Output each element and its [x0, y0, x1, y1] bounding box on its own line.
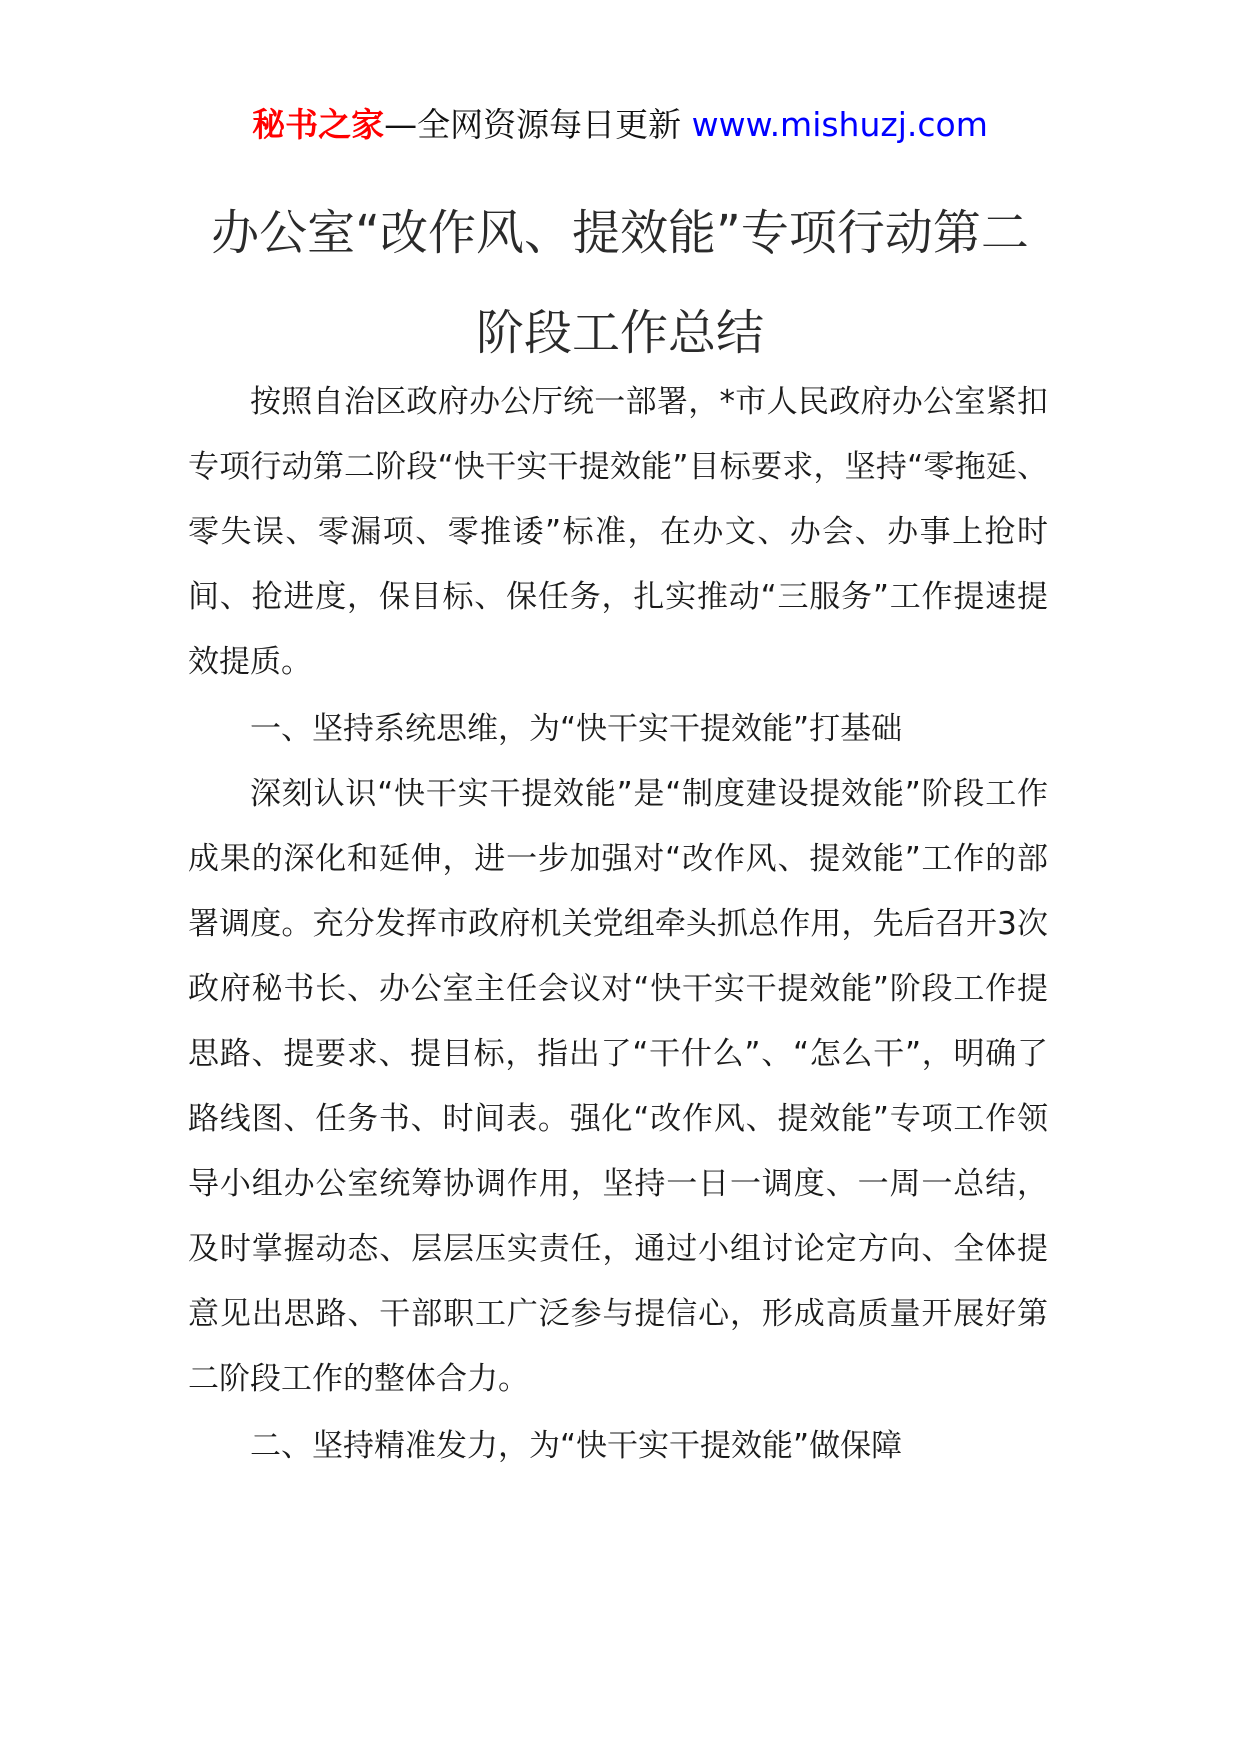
site-header: [0, 100, 1240, 150]
intro-paragraph: 按照自治区政府办公厅统一部署，*市人民政府办公室紧扣专项行动第二阶段“快干实干提效能”目标要求，坚持“零拖延、零失误、零漏项、零推诿”标准，在办文、办会、办事上抢时间、抢进度，保目标、保任务，扎实推动“三服务”工作提速提效提质。: [188, 384, 1048, 680]
document-body: [188, 370, 1048, 1479]
site-url-link[interactable]: www.mishuzj.com: [691, 105, 988, 144]
section-heading-1: 一、坚持系统思维，为“快干实干提效能”打基础: [250, 711, 903, 747]
header-tagline: —全网资源每日更新: [384, 105, 692, 144]
brand-name: 秘书之家: [252, 105, 385, 144]
document-title: 办公室“改作风、提效能”专项行动第二阶段工作总结: [211, 205, 1029, 361]
section-heading-2: 二、坚持精准发力，为“快干实干提效能”做保障: [250, 1428, 903, 1464]
section-paragraph-1: 深刻认识“快干实干提效能”是“制度建设提效能”阶段工作成果的深化和延伸，进一步加强对“改作风、提效能”工作的部署调度。充分发挥市政府机关党组牵头抓总作用，先后召开3次政府秘书长、办公室主任会议对“快干实干提效能”阶段工作提思路、提要求、提目标，指出了“干什么”、“怎么干”，明确了路线图、任务书、时间表。强化“改作风、提效能”专项工作领导小组办公室统筹协调作用，坚持一日一调度、一周一总结，及时掌握动态、层层压实责任，通过小组讨论定方向、全体提意见出思路、干部职工广泛参与提信心，形成高质量开展好第二阶段工作的整体合力。: [188, 776, 1048, 1397]
